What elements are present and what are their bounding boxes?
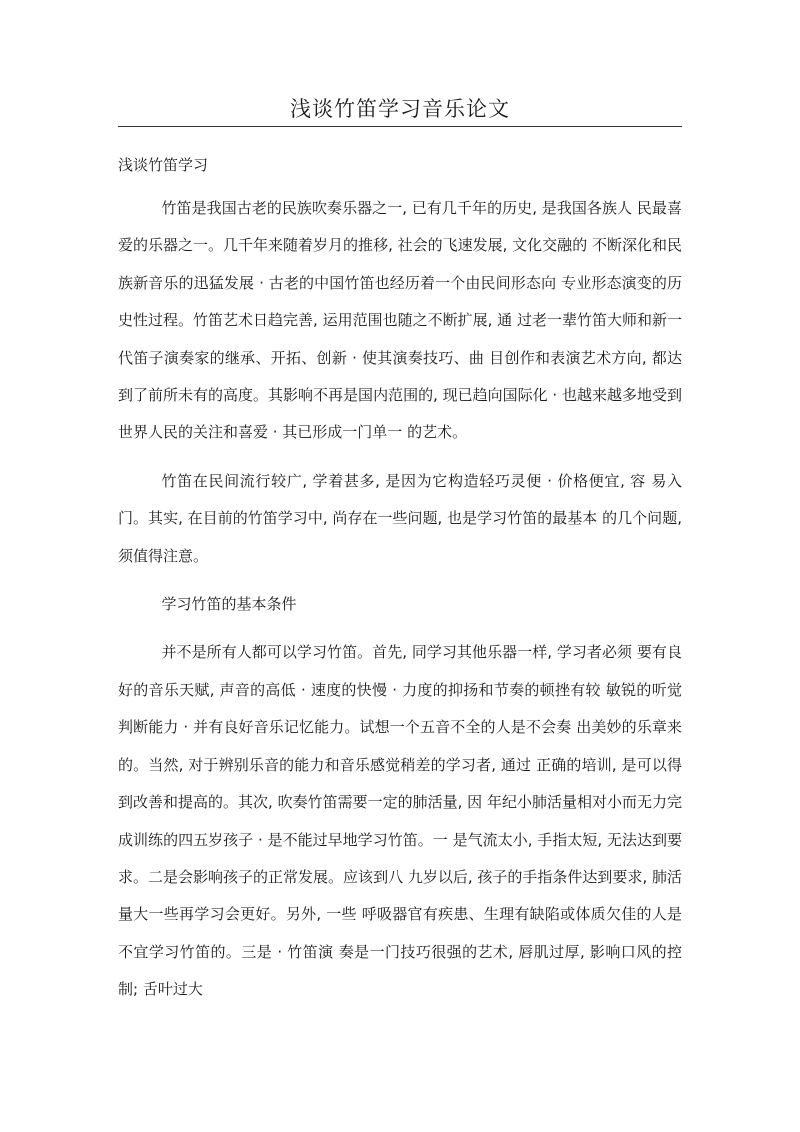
subheading-basic-conditions: 学习竹笛的基本条件 <box>161 595 297 614</box>
document-page <box>118 0 682 1009</box>
section-label: 浅谈竹笛学习 <box>118 156 209 174</box>
title-underline <box>118 126 682 127</box>
document-title: 浅谈竹笛学习音乐论文 <box>290 97 510 121</box>
paragraph-intro: 竹笛是我国古老的民族吹奏乐器之一, 已有几千年的历史, 是我国各族人 民最喜爱的乐器之一。几千年来随着岁月的推移, 社会的飞速发展, 文化交融的 不断深化和民族新音乐的迅猛发展 · 古老的中国竹笛也经历着一个由民间形态向 专业形态演变的历史性过程。竹笛艺术日趋完善, 运用范围也随之不断扩展, 通 过老一辈竹笛大师和新一代笛子演奏家的继承、开拓、创新 · 使其演奏技巧、曲 目创作和表演艺术方向, 都达到了前所未有的高度。其影响不再是国内范围的, 现已趋向国际化 · 也越来越多地受到世界人民的关注和喜爱 · 其已形成一门单一 的艺术。 <box>118 199 682 442</box>
paragraph-conditions: 并不是所有人都可以学习竹笛。首先, 同学习其他乐器一样, 学习者必须 要有良好的音乐天赋, 声音的高低 · 速度的快慢 · 力度的抑扬和节奏的顿挫有较 敏锐的听觉判断能力 · 并有良好音乐记忆能力。试想一个五音不全的人是不会奏 出美妙的乐章来的。当然, 对于辨别乐音的能力和音乐感觉稍差的学习者, 通过 正确的培训, 是可以得到改善和提高的。其次, 吹奏竹笛需要一定的肺活量, 因 年纪小肺活量相对小而无力完成训练的四五岁孩子 · 是不能过早地学习竹笛。一 是气流太小, 手指太短, 无法达到要求。二是会影响孩子的正常发展。应该到八 九岁以后, 孩子的手指条件达到要求, 肺活量大一些再学习会更好。另外, 一些 呼吸器官有疾患、生理有缺陷或体质欠佳的人是不宜学习竹笛的。三是 · 竹笛演 奏是一门技巧很强的艺术, 唇肌过厚, 影响口风的控制; 舌叶过大 <box>118 643 682 999</box>
paragraph-popularity: 竹笛在民间流行较广, 学着甚多, 是因为它构造轻巧灵便 · 价格便宜, 容 易入门。其实, 在目前的竹笛学习中, 尚存在一些问题, 也是学习竹笛的最基本 的几个问题, 须值得注意。 <box>118 471 682 565</box>
